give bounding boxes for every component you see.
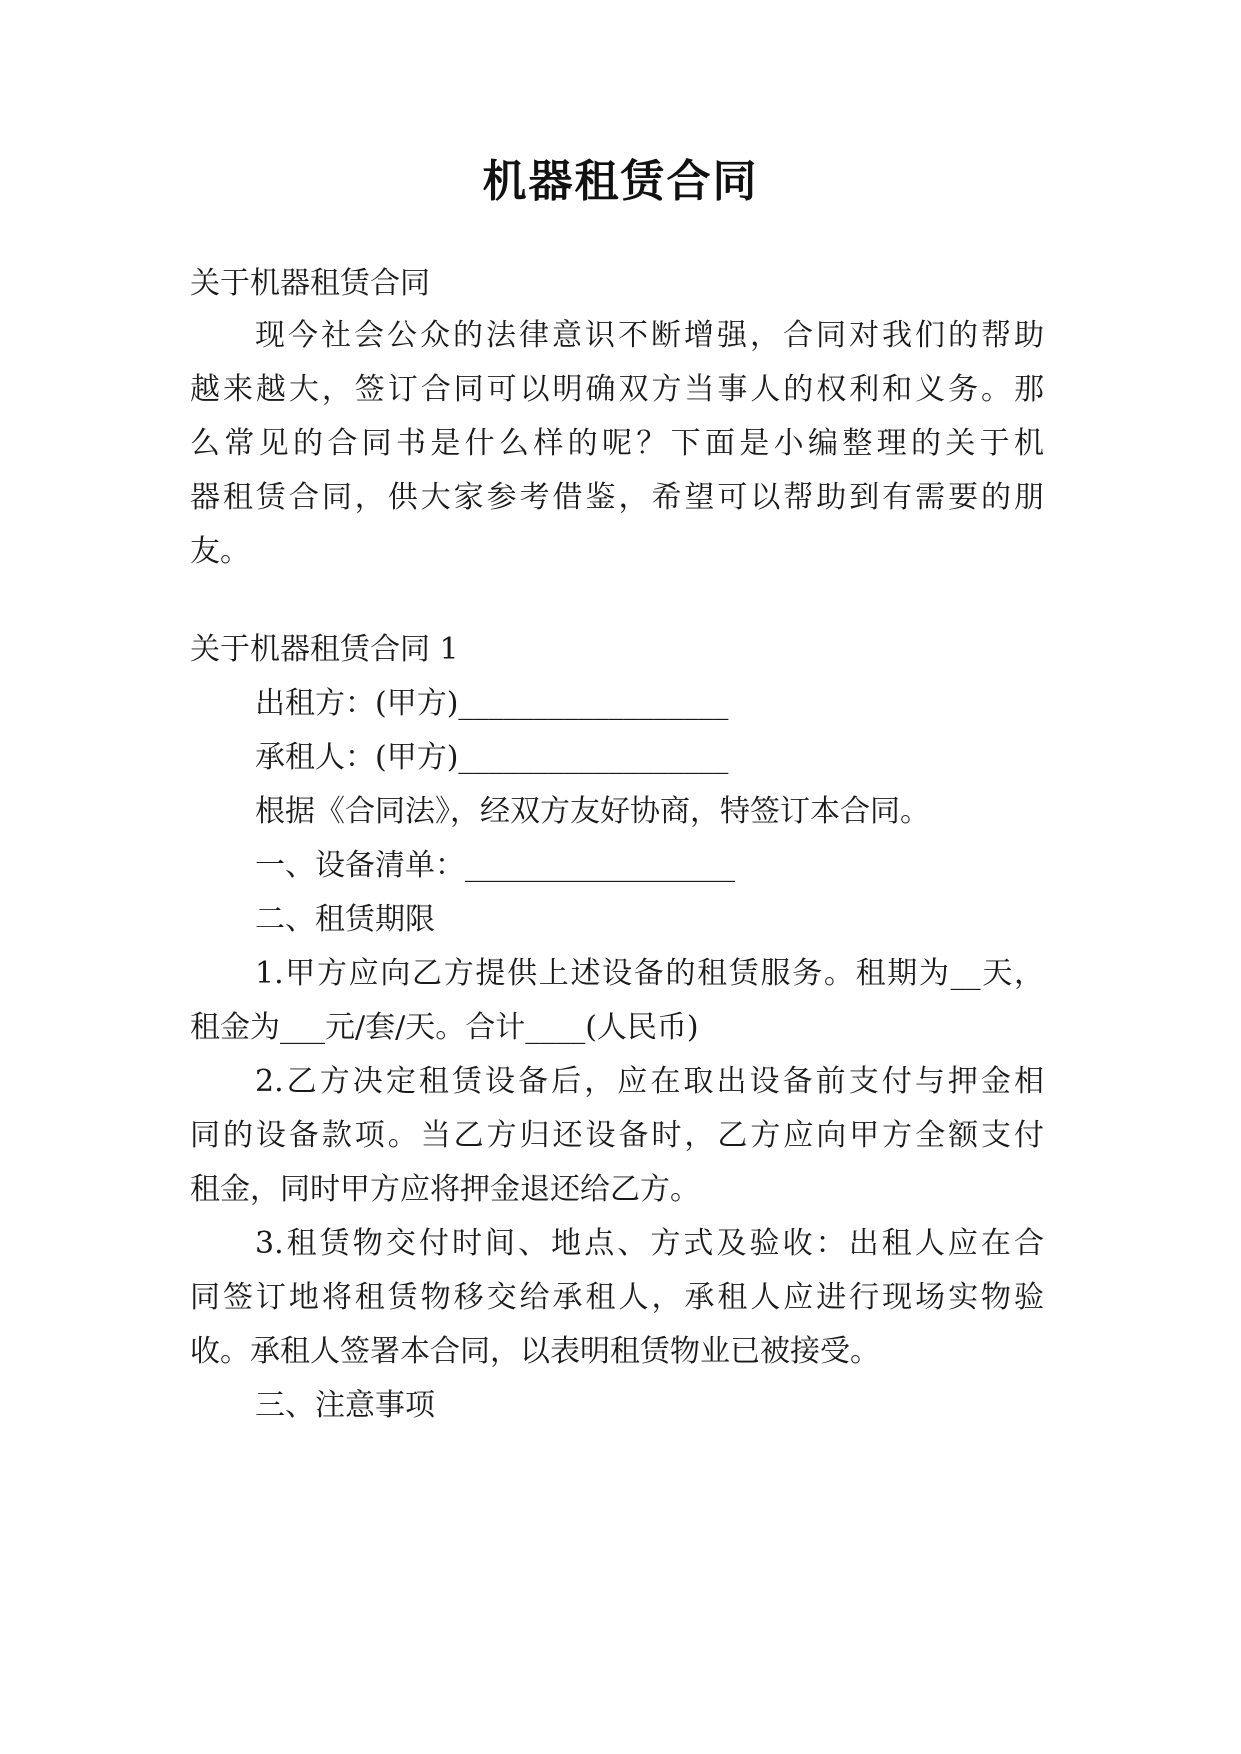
intro-line: 友。 xyxy=(190,534,250,569)
clause-heading: 三、注意事项 xyxy=(255,1388,435,1423)
intro-line: 现今社会公众的法律意识不断增强，合同对我们的帮助 xyxy=(255,318,1044,353)
clause-line: 1.甲方应向乙方提供上述设备的租赁服务。租期为__天， xyxy=(255,956,1044,991)
contract-basis: 根据《合同法》，经双方友好协商，特签订本合同。 xyxy=(255,794,930,829)
contract-heading: 关于机器租赁合同 1 xyxy=(190,632,459,667)
clause-line: 租金为___元/套/天。合计____(人民币) xyxy=(190,1010,699,1045)
document-title: 机器租赁合同 xyxy=(482,156,759,207)
intro-line: 么常见的合同书是什么样的呢？下面是小编整理的关于机 xyxy=(190,426,1044,461)
clause-heading: 二、租赁期限 xyxy=(255,902,435,937)
section-heading: 关于机器租赁合同 xyxy=(190,266,430,301)
clause-line: 同的设备款项。当乙方归还设备时，乙方应向甲方全额支付 xyxy=(190,1118,1044,1153)
lessee-field: 承租人：(甲方)__________________ xyxy=(255,740,729,775)
intro-line: 器租赁合同，供大家参考借鉴，希望可以帮助到有需要的朋 xyxy=(190,480,1044,515)
clause-line: 2.乙方决定租赁设备后，应在取出设备前支付与押金相 xyxy=(255,1064,1044,1099)
clause-line: 收。承租人签署本合同，以表明租赁物业已被接受。 xyxy=(190,1334,880,1369)
clause-line: 租金，同时甲方应将押金退还给乙方。 xyxy=(190,1172,700,1207)
lessor-field: 出租方：(甲方)__________________ xyxy=(255,686,729,721)
clause-line: 同签订地将租赁物移交给承租人，承租人应进行现场实物验 xyxy=(190,1280,1044,1315)
clause-line: 3.租赁物交付时间、地点、方式及验收：出租人应在合 xyxy=(255,1226,1044,1261)
equipment-list-field: 一、设备清单：__________________ xyxy=(255,848,735,883)
intro-line: 越来越大，签订合同可以明确双方当事人的权利和义务。那 xyxy=(190,372,1044,407)
